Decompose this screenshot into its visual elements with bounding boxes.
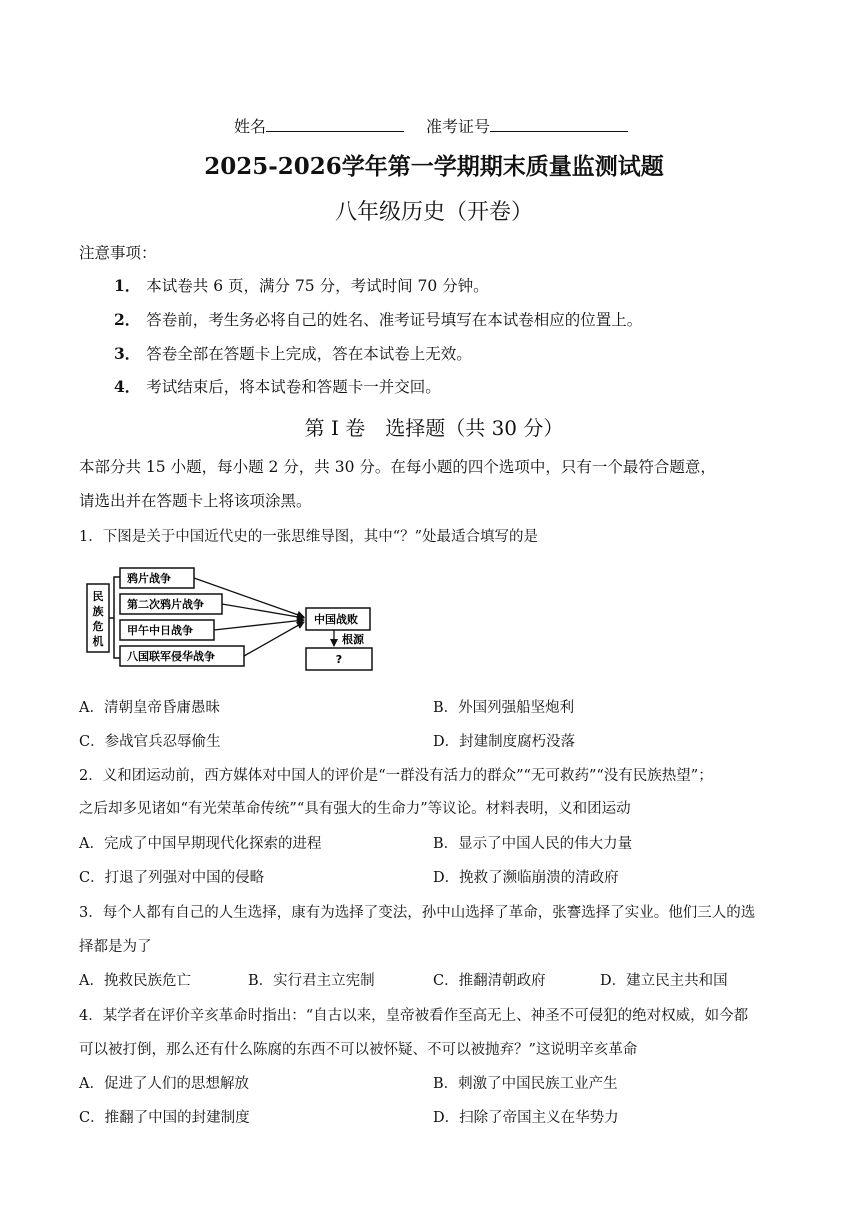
war-label: 甲午中日战争: [127, 624, 193, 637]
national-crisis-char: 族: [92, 605, 104, 618]
answer-option: B．显示了中国人民的伟大力量: [433, 836, 633, 852]
page-title: 2025-2026学年第一学期期末质量监测试题: [204, 153, 664, 180]
answer-option: A．促进了人们的思想解放: [79, 1076, 249, 1092]
unknown-label: ?: [335, 653, 343, 666]
note-number: 3．: [114, 344, 141, 363]
arrow-line: [222, 604, 304, 618]
exam-id-blank: [490, 117, 628, 132]
note-text: 考试结束后，将本试卷和答题卡一并交回。: [146, 378, 441, 396]
war-label: 鸦片战争: [127, 572, 171, 585]
root-label: 根源: [342, 633, 364, 646]
note-item: [114, 308, 642, 330]
note-text: 答卷前，考生务必将自己的姓名、准考证号填写在本试卷相应的位置上。: [146, 311, 643, 329]
arrow-line: [214, 620, 304, 630]
answer-option: A．挽救民族危亡: [79, 973, 191, 989]
note-number: 4．: [114, 377, 141, 396]
arrow-line: [244, 622, 304, 656]
result-label: 中国战败: [314, 613, 358, 626]
national-crisis-char: 机: [92, 635, 104, 648]
national-crisis-char: 危: [92, 620, 104, 633]
section-intro-line: 本部分共 15 小题，每小题 2 分，共 30 分。在每小题的四个选项中，只有一个最符合题意，: [79, 458, 716, 476]
answer-option: B．刺激了中国民族工业产生: [433, 1076, 618, 1092]
exam-id-field: [426, 114, 628, 137]
page-subtitle: 八年级历史（开卷）: [334, 200, 533, 225]
answer-option: A．完成了中国早期现代化探索的进程: [79, 836, 322, 852]
exam-id-label: 准考证号: [426, 117, 491, 136]
note-item: [114, 375, 441, 397]
name-blank: [266, 117, 404, 132]
answer-option: B．实行君主立宪制: [248, 973, 375, 989]
name-label: 姓名: [234, 117, 267, 136]
answer-option: D．封建制度腐朽没落: [433, 734, 576, 750]
note-text: 答卷全部在答题卡上完成，答在本试卷上无效。: [146, 345, 472, 363]
war-label: 八国联军侵华战争: [127, 650, 215, 663]
section-intro-line: 请选出并在答题卡上将该项涂黑。: [79, 492, 312, 510]
answer-option: C．打退了列强对中国的侵略: [79, 870, 265, 886]
question-stem: 3．每个人都有自己的人生选择，康有为选择了变法，孙中山选择了革命，张謇选择了实业。他们三人的选: [79, 905, 756, 921]
question-stem: 4．某学者在评价辛亥革命时指出：“自古以来，皇帝被看作至高无上、神圣不可侵犯的绝对权威，如今都: [79, 1008, 749, 1024]
question-stem: 2．义和团运动前，西方媒体对中国人的评价是“一群没有活力的群众”“无可救药”“没有民族热望”；: [79, 768, 713, 784]
note-number: 2．: [114, 310, 141, 329]
answer-option: D．扫除了帝国主义在华势力: [433, 1110, 619, 1126]
question-stem: 可以被打倒，那么还有什么陈腐的东西不可以被怀疑、不可以被抛弃？”这说明辛亥革命: [79, 1042, 638, 1058]
national-crisis-char: 民: [92, 590, 104, 603]
mind-map-diagram: [84, 562, 380, 680]
note-item: [114, 274, 489, 296]
note-text: 本试卷共 6 页，满分 75 分，考试时间 70 分钟。: [146, 277, 489, 295]
war-label: 第二次鸦片战争: [127, 598, 204, 611]
question-stem: 之后却多见诸如“有光荣革命传统”“具有强大的生命力”等议论。材料表明，义和团运动: [79, 801, 631, 817]
section-title: 第 I 卷 选择题（共 30 分）: [304, 416, 564, 440]
answer-option: C．推翻了中国的封建制度: [79, 1110, 250, 1126]
answer-option: C．推翻清朝政府: [433, 973, 546, 989]
question-stem: 择都是为了: [79, 939, 152, 955]
answer-option: A．清朝皇帝昏庸愚昧: [79, 700, 220, 716]
notes-heading: 注意事项：: [79, 244, 157, 262]
question-stem: 1．下图是关于中国近代史的一张思维导图，其中“？”处最适合填写的是: [79, 529, 539, 545]
note-item: [114, 342, 472, 364]
answer-option: D．挽救了濒临崩溃的清政府: [433, 870, 619, 886]
answer-option: C．参战官兵忍辱偷生: [79, 734, 221, 750]
note-number: 1．: [114, 276, 141, 295]
name-field: [234, 114, 404, 137]
answer-option: B．外国列强船坚炮利: [433, 700, 575, 716]
answer-option: D．建立民主共和国: [600, 973, 728, 989]
bracket-line: [114, 577, 120, 658]
